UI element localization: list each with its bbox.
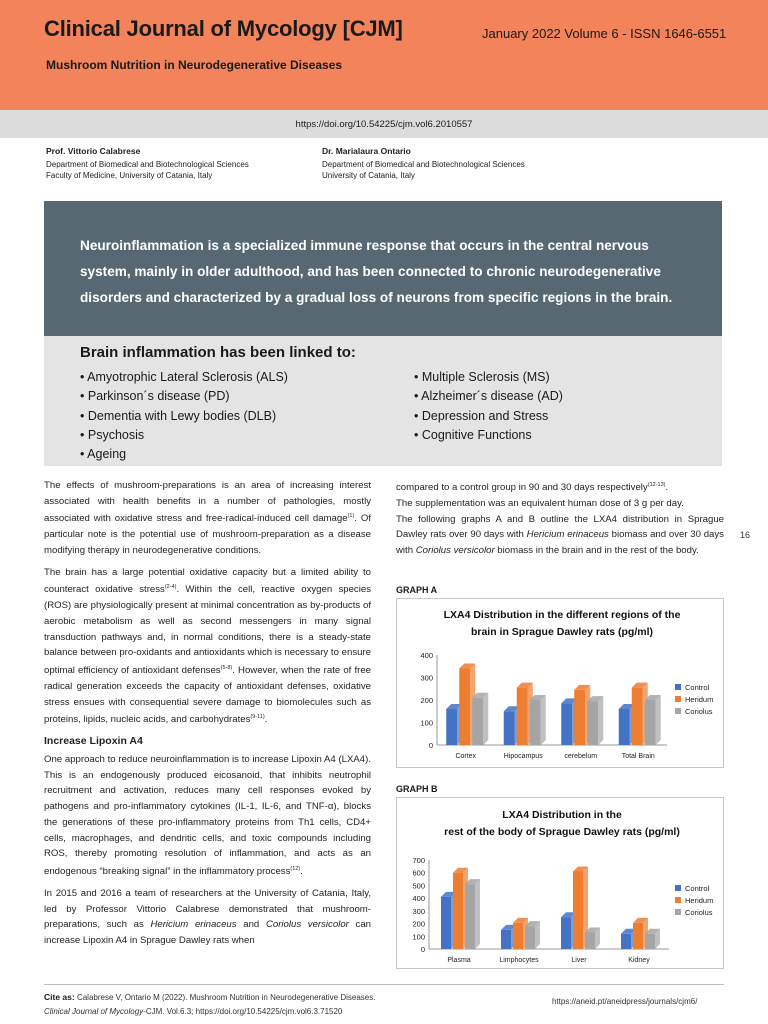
y-tick-label: 400 bbox=[420, 651, 433, 660]
journal-url[interactable]: https://aneid.pt/aneidpress/journals/cjm6/ bbox=[552, 997, 698, 1006]
paragraph: In 2015 and 2016 a team of researchers at the University of Catania, Italy, led by Professor Vittorio Calabrese demonstrated that mushroom-preparations, such as Hericium erinaceus and Coriolus versicolor can increase Lipoxin A4 in Sprague Dawley rats when bbox=[44, 887, 372, 946]
bar-heridum bbox=[632, 688, 643, 745]
doi-link[interactable]: https://doi.org/10.54225/cjm.vol6.2010557 bbox=[295, 119, 473, 130]
highlight-text: Neuroinflammation is a specialized immune response that occurs in the central nervous system, mainly in older adulthood, and has been connected to chronic neurodegenerative disorders and characterized by a gradual loss of neurons from specific regions in the brain. bbox=[80, 238, 673, 305]
legend-swatch bbox=[675, 708, 681, 714]
list-item: • Dementia with Lewy bodies (DLB) bbox=[80, 407, 288, 426]
y-tick-label: 100 bbox=[420, 718, 433, 728]
y-tick-label: 700 bbox=[412, 856, 425, 865]
y-tick-label: 500 bbox=[412, 881, 425, 891]
legend-swatch bbox=[675, 684, 681, 690]
chart-title: LXA4 Distribution in the bbox=[502, 809, 622, 821]
list-item: • Cognitive Functions bbox=[414, 426, 563, 445]
graph-a bbox=[396, 598, 724, 768]
paragraph: The supplementation was an equivalent human dose of 3 g per day. bbox=[396, 497, 684, 509]
legend-label: Control bbox=[685, 884, 710, 893]
bar-control bbox=[504, 711, 515, 745]
linked-list-right bbox=[414, 368, 563, 445]
bar-heridum bbox=[517, 688, 528, 745]
legend-label: Coriolus bbox=[685, 908, 713, 917]
list-item: • Multiple Sclerosis (MS) bbox=[414, 368, 563, 387]
legend-swatch bbox=[675, 909, 681, 915]
x-tick-label: Total Brain bbox=[621, 753, 655, 760]
graph-a-label: GRAPH A bbox=[396, 585, 438, 595]
chart-a-svg bbox=[397, 599, 723, 767]
bar-control bbox=[561, 703, 572, 745]
legend-swatch bbox=[675, 897, 681, 903]
bar-control bbox=[441, 897, 451, 949]
legend-label: Coriolus bbox=[685, 707, 713, 716]
left-column bbox=[44, 478, 371, 955]
paragraph: The brain has a large potential oxidative capacity but a limited ability to counteract oxidative stress$^{(2-4)}$. Within the cell, reactive oxygen species (ROS) are physiologically present at minimal concentration as by-products of aerobic metabolism as well as second messengers in many signal transduction pathways and, in normal conditions, there is a steady-state balance between pro-oxidants and antioxidants which is necessary to ensure optimal efficiency of antioxidant defenses$^{(5-8)}$. However, when the rate of free radical generation exceeds the capacity of antioxidant defenses, oxidative stress ensues with consequential severe damage to biomolecules such as proteins, lipids, nucleic acids, and carbohydrates$^{(9-11)}$. bbox=[44, 566, 371, 726]
bar-heridum bbox=[513, 923, 523, 949]
list-item: • Amyotrophic Lateral Sclerosis (ALS) bbox=[80, 368, 288, 387]
y-tick-label: 400 bbox=[412, 894, 425, 904]
legend-swatch bbox=[675, 885, 681, 891]
bar-heridum bbox=[574, 690, 585, 745]
bar-coriolus bbox=[530, 700, 541, 745]
list-item: • Parkinson´s disease (PD) bbox=[80, 387, 288, 406]
chart-title: rest of the body of Sprague Dawley rats (pg/ml) bbox=[444, 826, 680, 838]
bar-control bbox=[561, 917, 571, 949]
paragraph: compared to a control group in 90 and 30 days respectively$^{(12-13)}$. bbox=[396, 482, 669, 494]
author-1 bbox=[46, 146, 249, 181]
footer-divider bbox=[44, 984, 724, 985]
bar-heridum bbox=[453, 873, 463, 949]
x-tick-label: Limphocytes bbox=[499, 957, 539, 964]
bar-coriolus bbox=[472, 698, 483, 745]
author-affiliation: Department of Biomedical and Biotechnological Sciences bbox=[322, 160, 525, 169]
x-tick-label: Plasma bbox=[447, 957, 471, 964]
graph-b bbox=[396, 797, 724, 969]
list-item: • Ageing bbox=[80, 445, 288, 464]
legend-label: Heridum bbox=[685, 695, 714, 704]
paragraph: The effects of mushroom-preparations is an area of increasing interest associated with health benefits in a number of pathologies, mostly associated with oxidative stress and free-radical-induced cell damage$^{(1)}$. Of particular note is the potential use of mushroom-preparation as a disease modifying therapy in neurodegenerative conditions. bbox=[44, 480, 371, 556]
bar-control bbox=[619, 709, 630, 745]
list-item: • Psychosis bbox=[80, 426, 288, 445]
author-affiliation: University of Catania, Italy bbox=[322, 171, 415, 180]
bar-side bbox=[656, 695, 661, 745]
y-tick-label: 200 bbox=[412, 919, 425, 929]
x-tick-label: Cortex bbox=[455, 753, 477, 760]
bar-heridum bbox=[633, 923, 643, 949]
author-name: Dr. Marialaura Ontario bbox=[322, 146, 411, 156]
bar-control bbox=[501, 930, 511, 949]
bar-heridum bbox=[459, 669, 470, 746]
x-tick-label: Kidney bbox=[628, 957, 650, 964]
bar-side bbox=[541, 695, 546, 745]
bar-coriolus bbox=[645, 700, 656, 745]
right-column bbox=[396, 478, 724, 565]
bar-coriolus bbox=[645, 934, 655, 949]
linked-list-left bbox=[80, 368, 288, 464]
list-item: • Alzheimer´s disease (AD) bbox=[414, 387, 563, 406]
y-tick-label: 200 bbox=[420, 696, 433, 705]
issue-info: January 2022 Volume 6 - ISSN 1646-6551 bbox=[482, 26, 727, 41]
author-affiliation: Department of Biomedical and Biotechnological Sciences bbox=[46, 160, 249, 169]
bar-coriolus bbox=[585, 932, 595, 949]
bar-coriolus bbox=[465, 884, 475, 949]
list-item: • Depression and Stress bbox=[414, 407, 563, 426]
paragraph: The following graphs A and B outline the LXA4 distribution in Sprague Dawley rats over 90 days with Hericium erinaceus biomass and over 30 days with Coriolus versicolor biomass in the brain and in the rest of the body. bbox=[396, 513, 724, 556]
linked-title: Brain inflammation has been linked to: bbox=[80, 344, 356, 361]
legend-swatch bbox=[675, 696, 681, 702]
chart-title: LXA4 Distribution in the different regions of the bbox=[443, 609, 681, 621]
journal-title: Clinical Journal of Mycology [CJM] bbox=[44, 16, 403, 41]
legend-label: Heridum bbox=[685, 896, 714, 905]
y-tick-label: 0 bbox=[428, 741, 433, 750]
section-heading: Increase Lipoxin A4 bbox=[44, 735, 143, 748]
y-tick-label: 300 bbox=[412, 906, 425, 916]
citation bbox=[44, 990, 375, 1019]
author-name: Prof. Vittorio Calabrese bbox=[46, 146, 141, 156]
x-tick-label: cerebelum bbox=[564, 753, 598, 760]
y-tick-label: 300 bbox=[420, 673, 433, 683]
chart-b-svg bbox=[397, 798, 723, 968]
doi-bar bbox=[0, 110, 768, 138]
x-tick-label: Liver bbox=[571, 957, 587, 964]
y-tick-label: 600 bbox=[412, 868, 425, 878]
cite-text: Calabrese V, Ontario M (2022). Mushroom Nutrition in Neurodegenerative Diseases. bbox=[76, 993, 376, 1002]
y-tick-label: 0 bbox=[420, 945, 425, 954]
legend-label: Control bbox=[685, 683, 710, 692]
paragraph: One approach to reduce neuroinflammation is to increase Lipoxin A4 (LXA4). This is an endogenously produced eicosanoid, that inhibits neutrophil recruitment and activation, reduces many cell responses evoked by pathogens and pro-inflammatory cytokines (IL-1, IL-6, and TNF-α), blocks the generations of these pro-inflammatory proteins from Th1 cells, CD4+ cells, macrophages, and dendritic cells, and toxic compounds including ROS, thereby promoting resolution of inflammation, and acts as an endogenous “breaking signal” in the inflammatory process$^{(12)}$. bbox=[44, 754, 371, 878]
bar-heridum bbox=[573, 871, 583, 949]
bar-side bbox=[475, 879, 480, 949]
bar-control bbox=[446, 709, 457, 745]
graph-b-label: GRAPH B bbox=[396, 784, 438, 794]
page-number: 16 bbox=[740, 530, 751, 540]
x-tick-label: Hipocampus bbox=[503, 753, 543, 760]
chart-title: brain in Sprague Dawley rats (pg/ml) bbox=[470, 626, 654, 638]
author-2 bbox=[322, 146, 525, 181]
bar-coriolus bbox=[587, 701, 598, 745]
author-affiliation: Faculty of Medicine, University of Catania, Italy bbox=[46, 171, 213, 180]
bar-control bbox=[621, 934, 631, 949]
article-title: Mushroom Nutrition in Neurodegenerative Diseases bbox=[46, 58, 343, 72]
bar-coriolus bbox=[525, 926, 535, 949]
cite-journal: Clinical Journal of Mycology bbox=[44, 1007, 144, 1016]
y-tick-label: 100 bbox=[412, 932, 425, 942]
journal-header bbox=[0, 0, 768, 110]
bar-side bbox=[598, 696, 603, 745]
bar-side bbox=[483, 693, 488, 745]
cite-label: Cite as: bbox=[44, 992, 75, 1002]
cite-rest: -CJM. Vol.6.3; https://doi.org/10.54225/cjm.vol6.3.71520 bbox=[143, 1007, 343, 1016]
